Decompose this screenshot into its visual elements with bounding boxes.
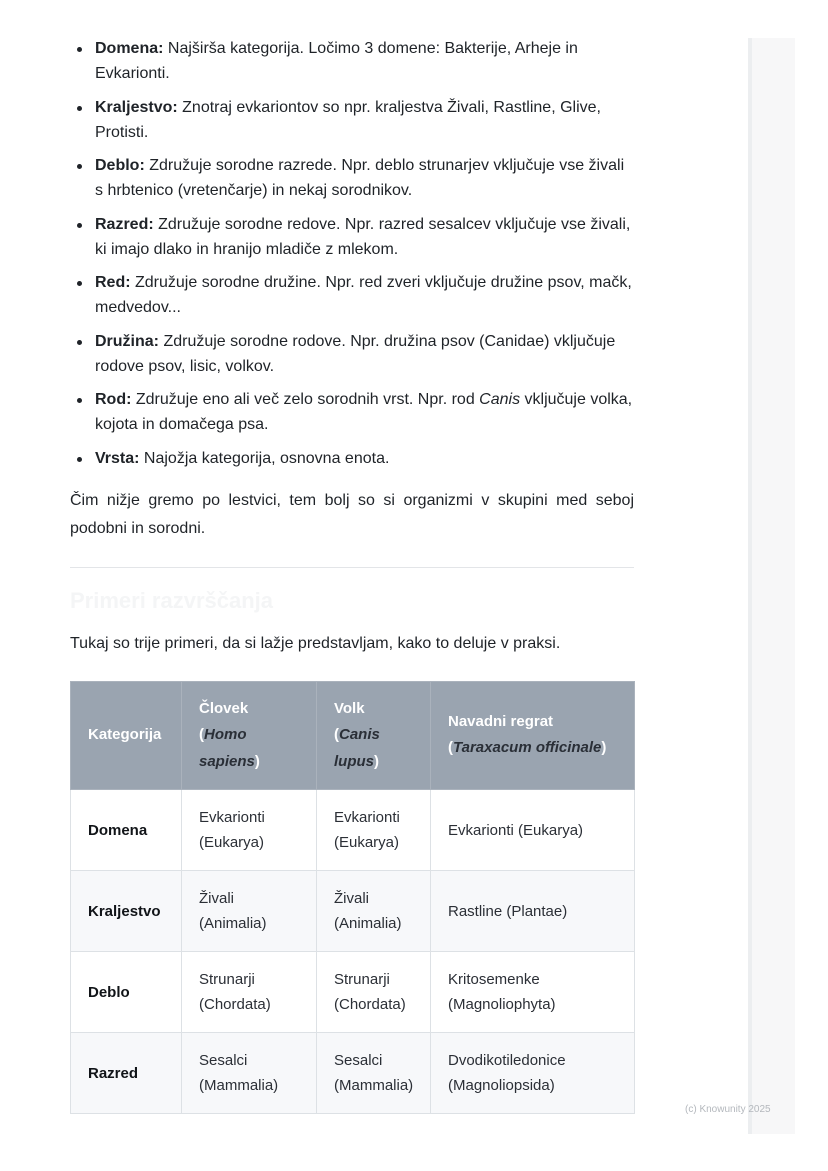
row-category: Deblo — [71, 952, 182, 1033]
list-item: Rod: Združuje eno ali več zelo sorodnih vrst. Npr. rod Canis vključuje volka, kojota in domačega psa. — [70, 387, 634, 437]
header-wolf: Volk (Canis lupus) — [317, 681, 431, 790]
list-item: Vrsta: Najožja kategorija, osnovna enota. — [70, 446, 634, 471]
cell-dandelion: Kritosemenke (Magnoliophyta) — [431, 952, 635, 1033]
document-content — [70, 36, 634, 1114]
row-category: Domena — [71, 790, 182, 871]
side-panel — [748, 38, 795, 1134]
list-item: Družina: Združuje sorodne rodove. Npr. družina psov (Canidae) vključuje rodove psov, lisic, volkov. — [70, 329, 634, 379]
table-row — [71, 952, 635, 1033]
cell-human: Živali (Animalia) — [182, 871, 317, 952]
list-item: Razred: Združuje sorodne redove. Npr. razred sesalcev vključuje vse živali, ki imajo dlako in hranijo mladiče z mlekom. — [70, 212, 634, 262]
table-row — [71, 790, 635, 871]
cell-human: Sesalci (Mammalia) — [182, 1033, 317, 1114]
row-category: Razred — [71, 1033, 182, 1114]
cell-human: Evkarionti (Eukarya) — [182, 790, 317, 871]
section-divider — [70, 567, 634, 568]
taxonomy-rank-list — [70, 36, 634, 471]
row-category: Kraljestvo — [71, 871, 182, 952]
table-row — [71, 871, 635, 952]
table-row — [71, 1033, 635, 1114]
section-heading: Primeri razvrščanja — [70, 587, 274, 613]
intro-paragraph: Tukaj so trije primeri, da si lažje predstavljam, kako to deluje v praksi. — [70, 634, 561, 652]
header-category: Kategorija — [71, 681, 182, 790]
list-item: Red: Združuje sorodne družine. Npr. red zveri vključuje družine psov, mačk, medvedov... — [70, 270, 634, 320]
header-human: Človek (Homo sapiens) — [182, 681, 317, 790]
cell-dandelion: Evkarionti (Eukarya) — [431, 790, 635, 871]
summary-paragraph: Čim nižje gremo po lestvici, tem bolj so si organizmi v skupini med seboj podobni in sorodni. — [70, 491, 634, 537]
copyright-notice: (c) Knowunity 2025 — [685, 1104, 771, 1115]
classification-table — [70, 681, 635, 1115]
cell-dandelion: Rastline (Plantae) — [431, 871, 635, 952]
list-item: Kraljestvo: Znotraj evkariontov so npr. kraljestva Živali, Rastline, Glive, Protisti. — [70, 95, 634, 145]
header-dandelion: Navadni regrat (Taraxacum officinale) — [431, 681, 635, 790]
cell-wolf: Evkarionti (Eukarya) — [317, 790, 431, 871]
list-item: Deblo: Združuje sorodne razrede. Npr. deblo strunarjev vključuje vse živali s hrbtenico (vretenčarje) in nekaj sorodnikov. — [70, 153, 634, 203]
cell-wolf: Strunarji (Chordata) — [317, 952, 431, 1033]
cell-dandelion: Dvodikotiledonice (Magnoliopsida) — [431, 1033, 635, 1114]
table-header-row — [71, 681, 635, 790]
cell-wolf: Živali (Animalia) — [317, 871, 431, 952]
cell-human: Strunarji (Chordata) — [182, 952, 317, 1033]
list-item: Domena: Najširša kategorija. Ločimo 3 domene: Bakterije, Arheje in Evkarionti. — [70, 36, 634, 86]
cell-wolf: Sesalci (Mammalia) — [317, 1033, 431, 1114]
